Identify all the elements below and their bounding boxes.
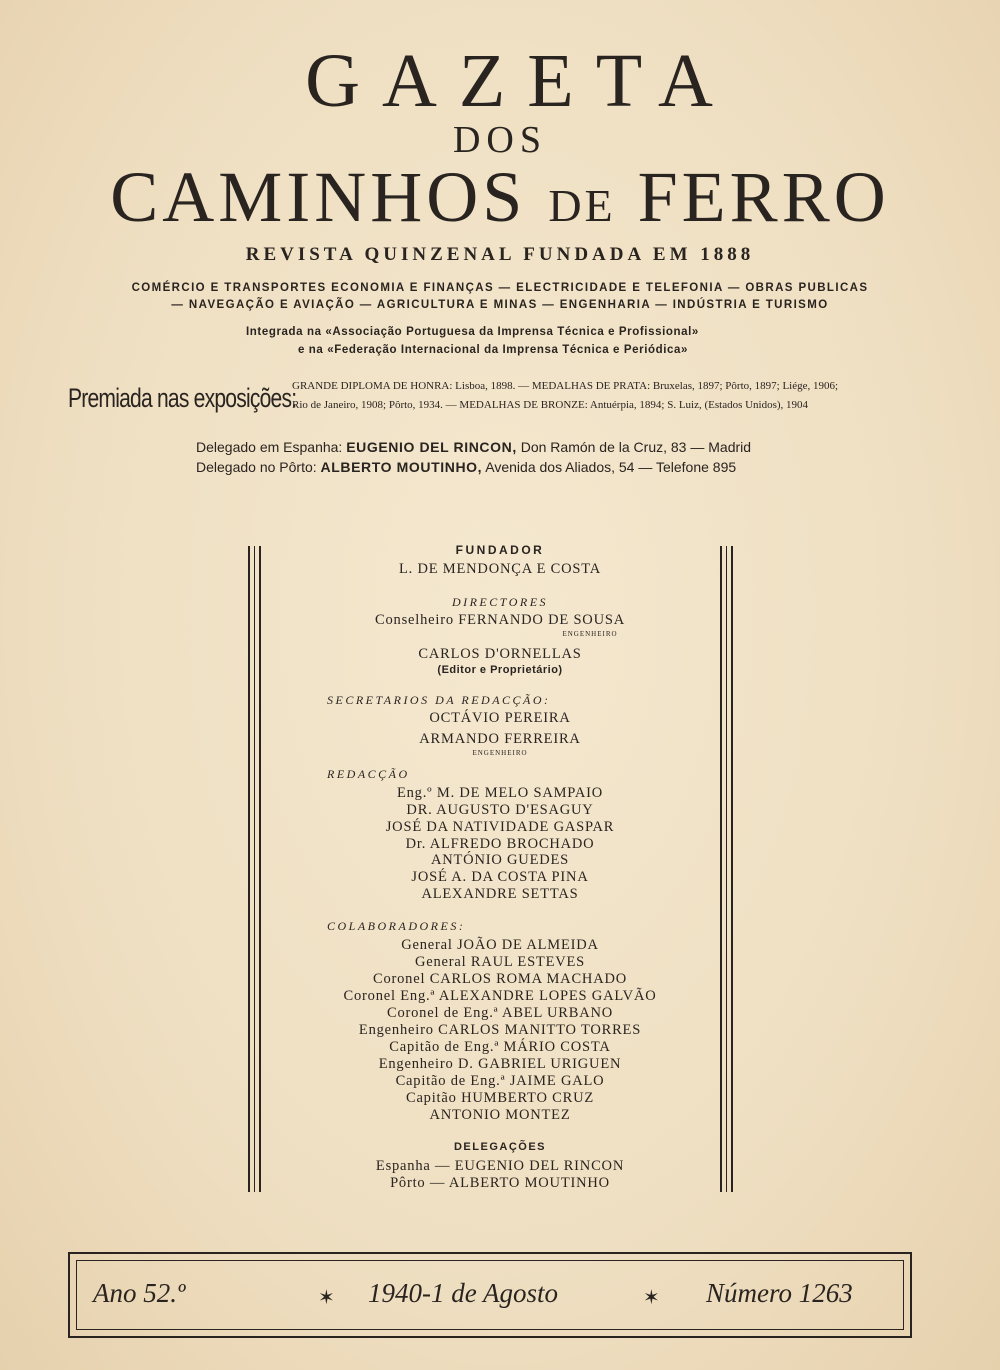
delegate-spain-address: Don Ramón de la Cruz, 83 — Madrid: [520, 439, 752, 455]
redaccao-item: ALEXANDRE SETTAS: [421, 886, 579, 902]
fundador-label: FUNDADOR: [455, 543, 545, 557]
topics-line-2: — NAVEGAÇÃO E AVIAÇÃO — AGRICULTURA E MINAS — ENGENHARIA — INDÚSTRIA E TURISMO: [171, 299, 829, 311]
redaccao-item: JOSÉ DA NATIVIDADE GASPAR: [385, 819, 615, 835]
directores-label: DIRECTORES: [451, 595, 549, 609]
delegate-spain-name: EUGENIO DEL RINCON,: [346, 439, 517, 455]
director-2: CARLOS D'ORNELLAS: [418, 646, 582, 662]
delegate-porto-label: Delegado no Pôrto:: [196, 459, 317, 475]
colaborador-item: Coronel de Eng.ª ABEL URBANO: [386, 1005, 614, 1021]
director-1-note: ENGENHEIRO: [562, 630, 618, 638]
colaborador-item: Capitão HUMBERTO CRUZ: [405, 1090, 595, 1106]
delegacao-2: Pôrto — ALBERTO MOUTINHO: [390, 1175, 610, 1191]
delegacoes-label: DELEGAÇÕES: [453, 1141, 546, 1153]
title-ferro: FERRO: [637, 157, 890, 237]
footer-date: 1940-1 de Agosto: [368, 1278, 558, 1308]
colaborador-item: ANTONIO MONTEZ: [429, 1107, 571, 1123]
colaborador-item: General JOÃO DE ALMEIDA: [401, 937, 599, 953]
secretario-2: ARMANDO FERREIRA: [419, 731, 581, 747]
redaccao-item: Eng.º M. DE MELO SAMPAIO: [396, 785, 604, 801]
delegate-porto-name: ALBERTO MOUTINHO,: [320, 459, 483, 475]
redaccao-item: Dr. ALFREDO BROCHADO: [405, 836, 595, 852]
director-2-note: (Editor e Proprietário): [437, 664, 563, 676]
masthead-subtitle: REVISTA QUINZENAL FUNDADA EM 1888: [245, 244, 755, 265]
title-de: DE: [548, 180, 616, 231]
integrada-line-1: Integrada na «Associação Portuguesa da Imprensa Técnica e Profissional»: [246, 326, 699, 338]
star-icon: ✶: [643, 1287, 660, 1309]
secretario-1: OCTÁVIO PEREIRA: [429, 710, 571, 726]
awards-label: Premiada nas exposições:: [68, 383, 297, 413]
colaborador-item: Engenheiro CARLOS MANITTO TORRES: [358, 1022, 642, 1038]
director-1: Conselheiro FERNANDO DE SOUSA: [375, 612, 625, 628]
secretarios-label: SECRETARIOS DA REDACÇÃO:: [327, 693, 551, 707]
title-caminhos: CAMINHOS: [110, 157, 527, 237]
redaccao-label: REDACÇÃO: [327, 767, 410, 781]
secretario-2-note: ENGENHEIRO: [472, 749, 528, 757]
topics-line-1: COMÉRCIO E TRANSPORTES ECONOMIA E FINANÇAS — ELECTRICIDADE E TELEFONIA — OBRAS PUBLICAS: [131, 282, 869, 294]
delegate-porto: [196, 459, 736, 475]
star-icon: ✶: [318, 1287, 335, 1309]
delegate-spain: [196, 439, 751, 455]
awards-line-2: Rio de Janeiro, 1908; Pôrto, 1934. — MEDALHAS DE BRONZE: Antuérpia, 1894; S. Luiz, (Estados Unidos), 1904: [292, 399, 809, 411]
masthead-title-caminhos-de-ferro: [60, 156, 940, 239]
integrada-line-2: e na «Federação Internacional da Imprensa Técnica e Periódica»: [298, 344, 689, 356]
footer-numero: Número 1263: [706, 1278, 853, 1308]
footer-ano: Ano 52.º: [93, 1278, 186, 1308]
fundador-name: L. DE MENDONÇA E COSTA: [398, 561, 602, 577]
redaccao-item: JOSÉ A. DA COSTA PINA: [411, 869, 589, 885]
colaborador-item: General RAUL ESTEVES: [414, 954, 586, 970]
colaborador-item: Engenheiro D. GABRIEL URIGUEN: [378, 1056, 622, 1072]
colaborador-item: Capitão de Eng.ª JAIME GALO: [395, 1073, 605, 1089]
awards-line-1: GRANDE DIPLOMA DE HONRA: Lisboa, 1898. — MEDALHAS DE PRATA: Bruxelas, 1897; Pôrto, 1897; Liége, 1906;: [292, 380, 839, 392]
redaccao-item: DR. AUGUSTO D'ESAGUY: [406, 802, 594, 818]
redaccao-item: ANTÓNIO GUEDES: [430, 852, 570, 868]
colaborador-item: Capitão de Eng.ª MÁRIO COSTA: [389, 1039, 611, 1055]
colaboradores-label: COLABORADORES:: [327, 919, 466, 933]
delegate-spain-label: Delegado em Espanha:: [196, 439, 343, 455]
delegacao-1: Espanha — EUGENIO DEL RINCON: [375, 1158, 625, 1174]
colaborador-item: Coronel CARLOS ROMA MACHADO: [372, 971, 628, 987]
delegate-porto-address: Avenida dos Aliados, 54 — Telefone 895: [485, 459, 737, 475]
masthead-title-gazeta: GAZETA: [305, 39, 735, 123]
colaborador-item: Coronel Eng.ª ALEXANDRE LOPES GALVÃO: [343, 988, 657, 1004]
masthead-title-dos: DOS: [452, 119, 548, 161]
